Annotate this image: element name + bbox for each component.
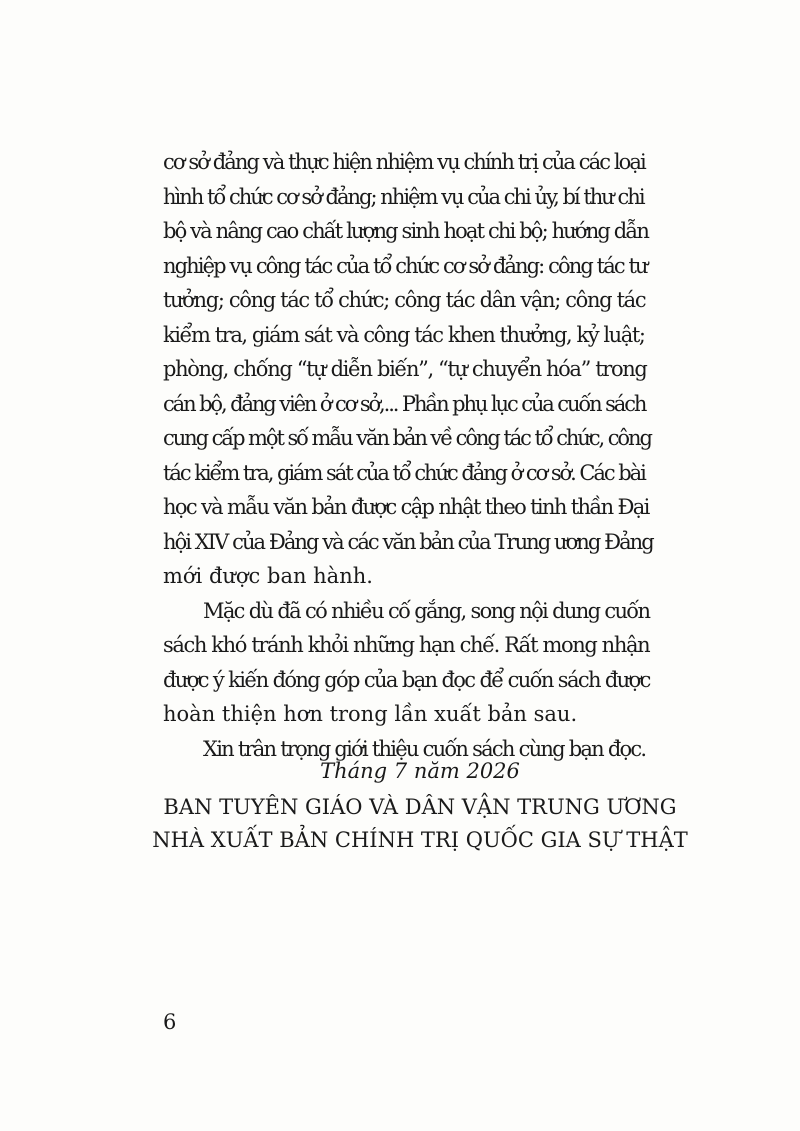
paragraph-1 [163, 145, 653, 594]
signoff-date: Tháng 7 năm 2026 [320, 759, 520, 783]
text-line: phòng, chống “tự diễn biến”, “tự chuyển hóa” trong [163, 357, 647, 381]
page-number: 6 [163, 1010, 177, 1034]
text-line: bộ và nâng cao chất lượng sinh hoạt chi bộ; hướng dẫn [163, 219, 649, 243]
text-line: được ý kiến đóng góp của bạn đọc để cuốn sách được [163, 667, 650, 692]
text-line: cung cấp một số mẫu văn bản về công tác tổ chức, công [163, 426, 651, 450]
text-line: nghiệp vụ công tác của tổ chức cơ sở đảng: công tác tư [163, 253, 647, 278]
text-line: tưởng; công tác tổ chức; công tác dân vận; công tác [163, 288, 646, 312]
text-line: cơ sở đảng và thực hiện nhiệm vụ chính trị của các loại [163, 150, 645, 174]
paragraph-2 [163, 594, 650, 732]
text-line: mới được ban hành. [163, 564, 373, 588]
text-line: hoàn thiện hơn trong lần xuất bản sau. [163, 702, 578, 726]
text-line: hội XIV của Đảng và các văn bản của Trung ương Đảng [163, 529, 653, 554]
signoff-organization-2: NHÀ XUẤT BẢN CHÍNH TRỊ QUỐC GIA SỰ THẬT [152, 828, 688, 852]
text-line: cán bộ, đảng viên ở cơ sở,... Phần phụ lục của cuốn sách [163, 391, 646, 416]
text-line: kiểm tra, giám sát và công tác khen thưởng, kỷ luật; [163, 322, 645, 347]
text-line: Mặc dù đã có nhiều cố gắng, song nội dung cuốn [203, 598, 650, 623]
text-line: hình tổ chức cơ sở đảng; nhiệm vụ của chi ủy, bí thư chi [163, 184, 644, 209]
text-line: sách khó tránh khỏi những hạn chế. Rất mong nhận [163, 633, 650, 657]
signoff-organization-1: BAN TUYÊN GIÁO VÀ DÂN VẬN TRUNG ƯƠNG [163, 795, 677, 819]
body-text [163, 145, 653, 766]
text-line: tác kiểm tra, giám sát của tổ chức đảng ở cơ sở. Các bài [163, 460, 645, 485]
text-line: Xin trân trọng giới thiệu cuốn sách cùng bạn đọc. [203, 736, 646, 761]
text-line: học và mẫu văn bản được cập nhật theo tinh thần Đại [163, 495, 649, 519]
